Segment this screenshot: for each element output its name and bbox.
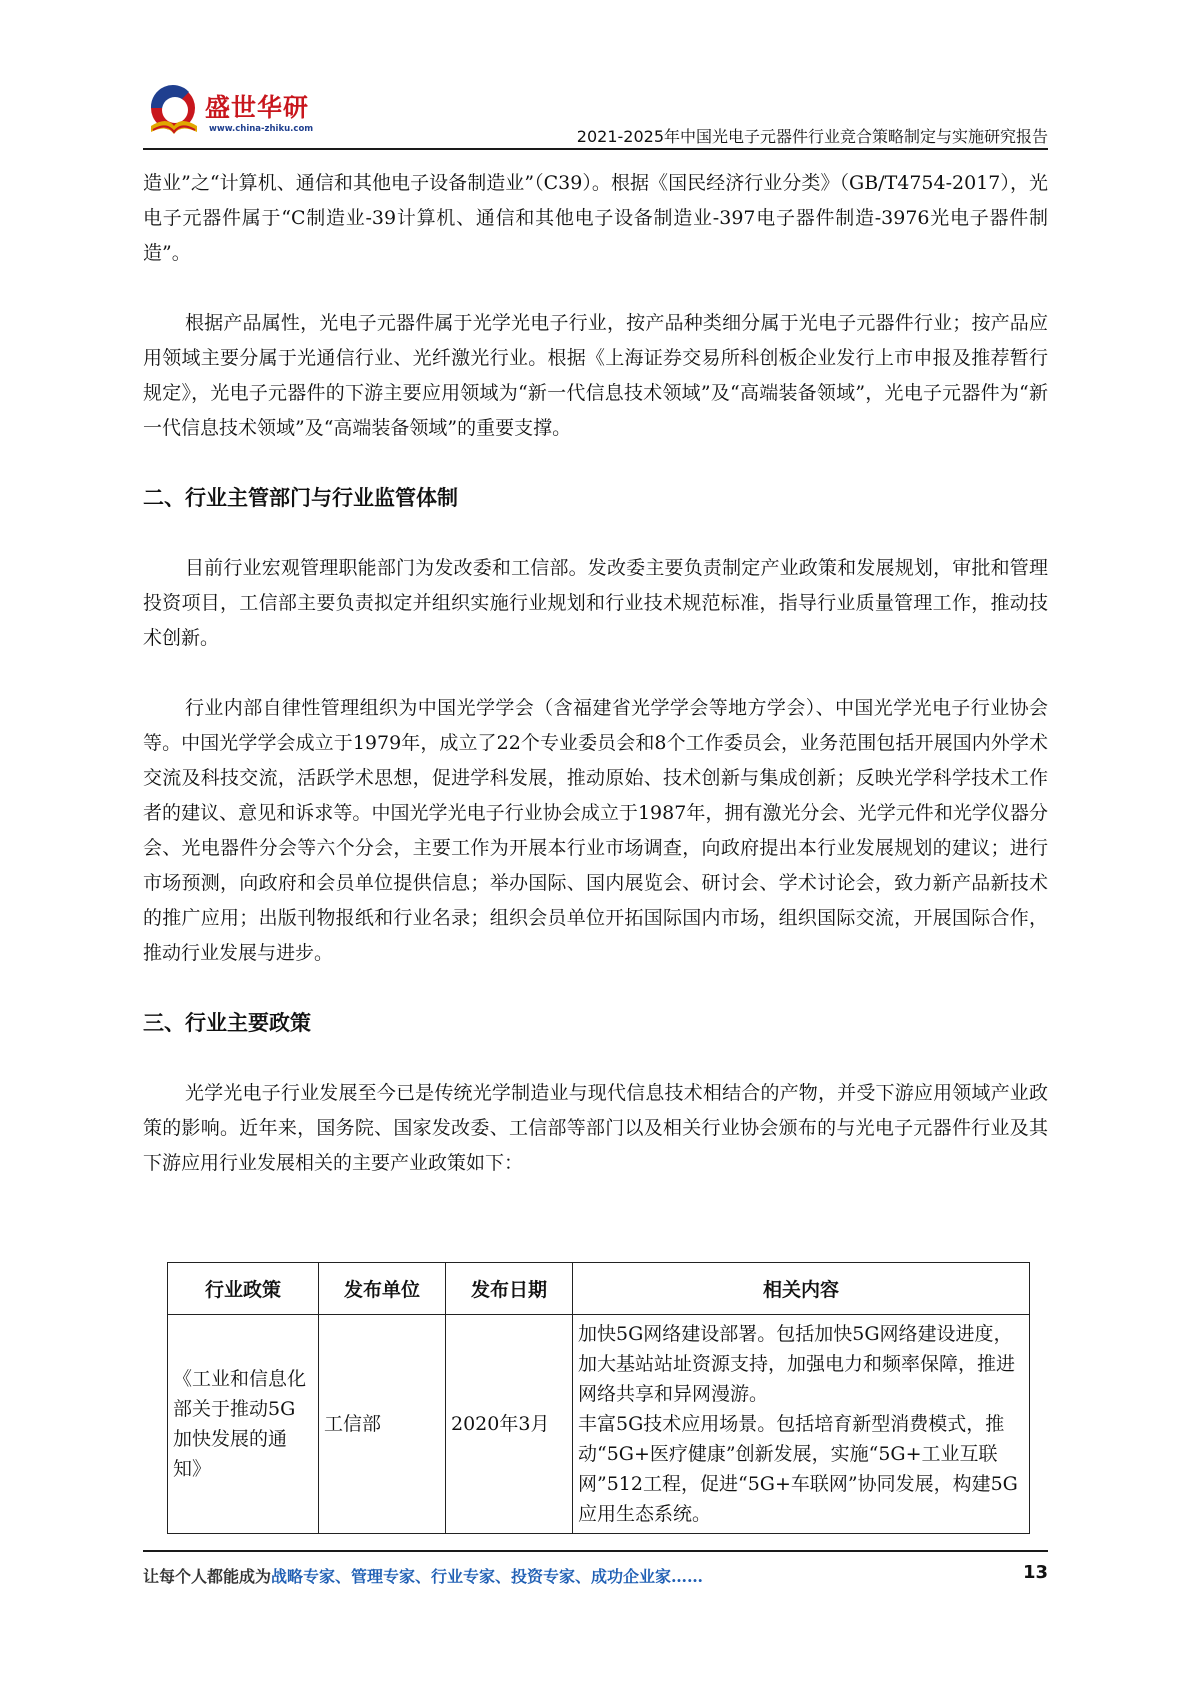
policy-name-cell: 《工业和信息化部关于推动5G加快发展的通知》: [168, 1315, 319, 1534]
column-header: 发布日期: [446, 1263, 573, 1315]
section-heading: 三、行业主要政策: [143, 1011, 311, 1035]
slogan-roles: 战略专家、管理专家、行业专家、投资专家、成功企业家……: [271, 1567, 704, 1586]
content-item: 加快5G网络建设部署。包括加快5G网络建设进度，加大基站站址资源支持，加强电力和频率保障，推进网络共享和异网漫游。: [578, 1323, 1016, 1405]
footer-slogan: [143, 1564, 703, 1587]
page-number: 13: [1022, 1562, 1048, 1583]
content-item: 丰富5G技术应用场景。包括培育新型消费模式，推动“5G+医疗健康”创新发展，实施“5G+工业互联网”512工程，促进“5G+车联网”协同发展，构建5G应用生态系统。: [578, 1413, 1018, 1525]
document-body: [143, 166, 1048, 1181]
policy-table: [167, 1262, 1030, 1534]
page-header: [143, 80, 1048, 150]
header-divider: [143, 148, 1048, 150]
column-header: 相关内容: [573, 1263, 1030, 1315]
paragraph: 根据产品属性，光电子元器件属于光学光电子行业，按产品种类细分属于光电子元器件行业；按产品应用领域主要分属于光通信行业、光纤激光行业。根据《上海证券交易所科创板企业发行上市申报及推荐暂行规定》，光电子元器件的下游主要应用领域为“新一代信息技术领域”及“高端装备领域”，光电子元器件为“新一代信息技术领域”及“高端装备领域”的重要支撑。: [143, 312, 1048, 439]
paragraph: 行业内部自律性管理组织为中国光学学会（含福建省光学学会等地方学会）、中国光学光电子行业协会等。中国光学学会成立于1979年，成立了22个专业委员会和8个工作委员会，业务范围包括开展国内外学术交流及科技交流，活跃学术思想，促进学科发展，推动原始、技术创新与集成创新；反映光学科学技术工作者的建议、意见和诉求等。中国光学光电子行业协会成立于1987年，拥有激光分会、光学元件和光学仪器分会、光电器件分会等六个分会，主要工作为开展本行业市场调查，向政府提出本行业发展规划的建议；进行市场预测，向政府和会员单位提供信息；举办国际、国内展览会、研讨会、学术讨论会，致力新产品新技术的推广应用；出版刊物报纸和行业名录；组织会员单位开拓国际国内市场，组织国际交流，开展国际合作，推动行业发展与进步。: [143, 697, 1048, 964]
brand-name: 盛世华研: [205, 93, 310, 122]
column-header: 发布单位: [319, 1263, 446, 1315]
company-logo-icon: [143, 82, 205, 140]
column-header: 行业政策: [168, 1263, 319, 1315]
brand-url: www.china-zhiku.com: [209, 124, 314, 134]
date-cell: 2020年3月: [446, 1315, 573, 1534]
slogan-lead: 让每个人都能成为: [143, 1567, 272, 1586]
issuer-cell: 工信部: [319, 1315, 446, 1534]
paragraph: 目前行业宏观管理职能部门为发改委和工信部。发改委主要负责制定产业政策和发展规划，审批和管理投资项目，工信部主要负责拟定并组织实施行业规划和行业技术规范标准，指导行业质量管理工作，推动技术创新。: [143, 557, 1048, 649]
content-cell: [573, 1315, 1030, 1534]
section-heading: 二、行业主管部门与行业监管体制: [143, 486, 458, 510]
footer-divider: [143, 1550, 1048, 1552]
paragraph: 光学光电子行业发展至今已是传统光学制造业与现代信息技术相结合的产物，并受下游应用领域产业政策的影响。近年来，国务院、国家发改委、工信部等部门以及相关行业协会颁布的与光电子元器件行业及其下游应用行业发展相关的主要产业政策如下：: [143, 1082, 1048, 1174]
paragraph: 造业”之“计算机、通信和其他电子设备制造业”（C39）。根据《国民经济行业分类》（GB/T4754-2017），光电子元器件属于“C制造业-39计算机、通信和其他电子设备制造业-397电子器件制造-3976光电子器件制造”。: [143, 172, 1048, 264]
table-header-row: [168, 1263, 1030, 1315]
report-title: 2021-2025年中国光电子元器件行业竞合策略制定与实施研究报告: [576, 127, 1048, 146]
table-row: [168, 1315, 1030, 1534]
